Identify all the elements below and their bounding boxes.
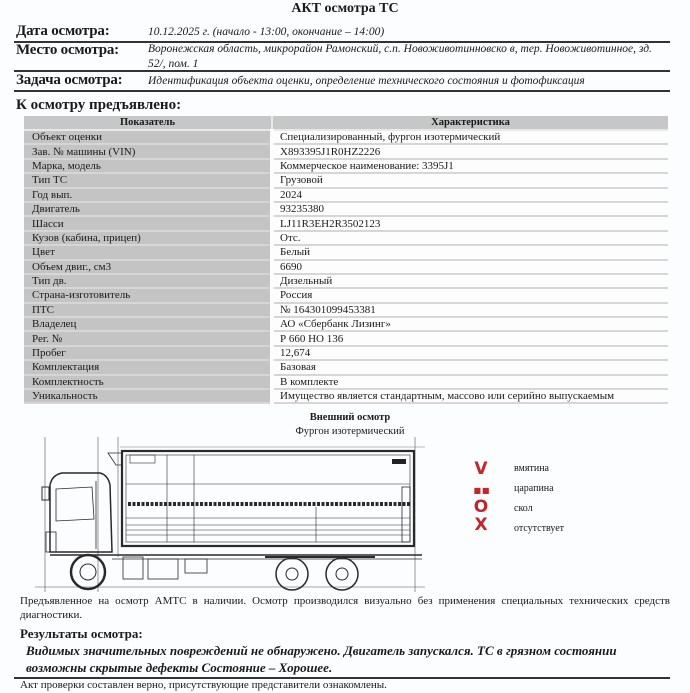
inspection-date-row bbox=[14, 23, 670, 43]
legend-item-chip bbox=[472, 497, 592, 520]
legend-item-missing bbox=[472, 515, 592, 540]
row-value: 12,674 bbox=[272, 346, 668, 360]
row-value: № 164301099453381 bbox=[272, 303, 668, 317]
row-label: Шасси bbox=[24, 216, 272, 230]
table-row bbox=[24, 317, 668, 331]
inspection-place-row bbox=[14, 42, 670, 72]
inspection-date-value: 10.12.2025 г. (начало - 13:00, окончание – 14:00) bbox=[148, 26, 385, 38]
row-label: Тип дв. bbox=[24, 274, 272, 288]
chip-mark-icon: O bbox=[473, 497, 489, 517]
inspection-place-value: Воронежская область, микрорайон Рамонский, с.п. Новоживотинновско в, тер. Новоживотинное, зд. 52/, пом. 1 bbox=[148, 43, 652, 70]
legend-label: царапина bbox=[514, 483, 554, 494]
row-label: Двигатель bbox=[24, 202, 272, 216]
dent-mark-icon: V bbox=[474, 459, 488, 479]
inspection-note: Предъявленное на осмотр АМТС в наличии. Осмотр производился визуально без применения специальных технических средств диагностики. bbox=[20, 595, 670, 621]
row-label: Цвет bbox=[24, 245, 272, 259]
row-label: Год вып. bbox=[24, 188, 272, 202]
table-row bbox=[24, 331, 668, 345]
table-row bbox=[24, 144, 668, 158]
row-label: Объект оценки bbox=[24, 130, 272, 144]
row-value: Грузовой bbox=[272, 173, 668, 187]
table-row bbox=[24, 303, 668, 317]
row-value: Белый bbox=[272, 245, 668, 259]
row-label: Уникальность bbox=[24, 389, 272, 403]
row-value: 2024 bbox=[272, 188, 668, 202]
inspection-date-label: Дата осмотра: bbox=[16, 23, 110, 39]
row-value: X893395J1R0HZ2226 bbox=[272, 144, 668, 158]
column-header-characteristic: Характеристика bbox=[272, 116, 668, 130]
table-row bbox=[24, 216, 668, 230]
row-value: АО «Сбербанк Лизинг» bbox=[272, 317, 668, 331]
document-title: АКТ осмотра ТС bbox=[291, 1, 399, 16]
legend-item-scratch bbox=[472, 480, 592, 500]
legend-item-dent bbox=[472, 460, 592, 480]
row-value: Коммерческое наименование: 3395J1 bbox=[272, 159, 668, 173]
row-label: Пробег bbox=[24, 346, 272, 360]
table-row bbox=[24, 188, 668, 202]
row-value: Имущество является стандартным, массово или серийно выпускаемым bbox=[272, 389, 668, 403]
legend-label: вмятина bbox=[514, 463, 549, 474]
row-value: Дизельный bbox=[272, 274, 668, 288]
inspection-place-label: Место осмотра: bbox=[16, 42, 119, 58]
missing-mark-icon: X bbox=[474, 515, 488, 535]
table-row bbox=[24, 173, 668, 187]
inspection-task-label: Задача осмотра: bbox=[16, 72, 123, 88]
table-row bbox=[24, 274, 668, 288]
row-label: Владелец bbox=[24, 317, 272, 331]
row-label: Комплектность bbox=[24, 375, 272, 389]
scratch-mark-icon: ■ ■ bbox=[473, 486, 489, 495]
table-header-row bbox=[24, 116, 668, 130]
truck-side-view-drawing bbox=[30, 437, 430, 592]
row-label: Марка, модель bbox=[24, 159, 272, 173]
row-value: Базовая bbox=[272, 360, 668, 374]
footer-statement: Акт проверки составлен верно, присутствующие представители ознакомлены. bbox=[20, 679, 387, 691]
external-inspection-subtitle: Фургон изотермический bbox=[295, 426, 405, 437]
inspection-task-value: Идентификация объекта оценки, определение технического состояния и фотофиксация bbox=[148, 75, 585, 87]
table-row bbox=[24, 375, 668, 389]
row-label: Зав. № машины (VIN) bbox=[24, 144, 272, 158]
row-label: Страна-изготовитель bbox=[24, 288, 272, 302]
results-title: Результаты осмотра: bbox=[20, 626, 143, 641]
vehicle-spec-table bbox=[24, 116, 668, 404]
table-row bbox=[24, 260, 668, 274]
row-value: 93235380 bbox=[272, 202, 668, 216]
row-label: Рег. № bbox=[24, 331, 272, 345]
results-text: Видимых значительных повреждений не обнаружено. Двигатель запускался. ТС в грязном состоянии возможны скрытые дефекты Состояние – Хорошее. bbox=[26, 643, 617, 675]
table-row bbox=[24, 159, 668, 173]
row-value: Отс. bbox=[272, 231, 668, 245]
column-header-indicator: Показатель bbox=[24, 116, 272, 130]
table-row bbox=[24, 389, 668, 403]
table-row bbox=[24, 245, 668, 259]
row-value: В комплекте bbox=[272, 375, 668, 389]
inspection-task-row bbox=[14, 72, 670, 92]
row-value: Специализированный, фургон изотермический bbox=[272, 130, 668, 144]
table-row bbox=[24, 360, 668, 374]
row-value: Р 660 НО 136 bbox=[272, 331, 668, 345]
table-row bbox=[24, 288, 668, 302]
row-label: Объем двиг., см3 bbox=[24, 260, 272, 274]
legend-label: отсутствует bbox=[514, 523, 565, 534]
table-row bbox=[24, 202, 668, 216]
legend-label: скол bbox=[514, 503, 533, 514]
row-label: ПТС bbox=[24, 303, 272, 317]
table-row bbox=[24, 346, 668, 360]
row-label: Кузов (кабина, прицеп) bbox=[24, 231, 272, 245]
row-value: LJ11R3EH2R3502123 bbox=[272, 216, 668, 230]
row-value: 6690 bbox=[272, 260, 668, 274]
table-row bbox=[24, 130, 668, 144]
table-row bbox=[24, 231, 668, 245]
row-label: Комплектация bbox=[24, 360, 272, 374]
external-inspection-title: Внешний осмотр bbox=[309, 412, 391, 423]
row-label: Тип ТС bbox=[24, 173, 272, 187]
row-value: Россия bbox=[272, 288, 668, 302]
presented-section-title: К осмотру предъявлено: bbox=[16, 97, 182, 113]
